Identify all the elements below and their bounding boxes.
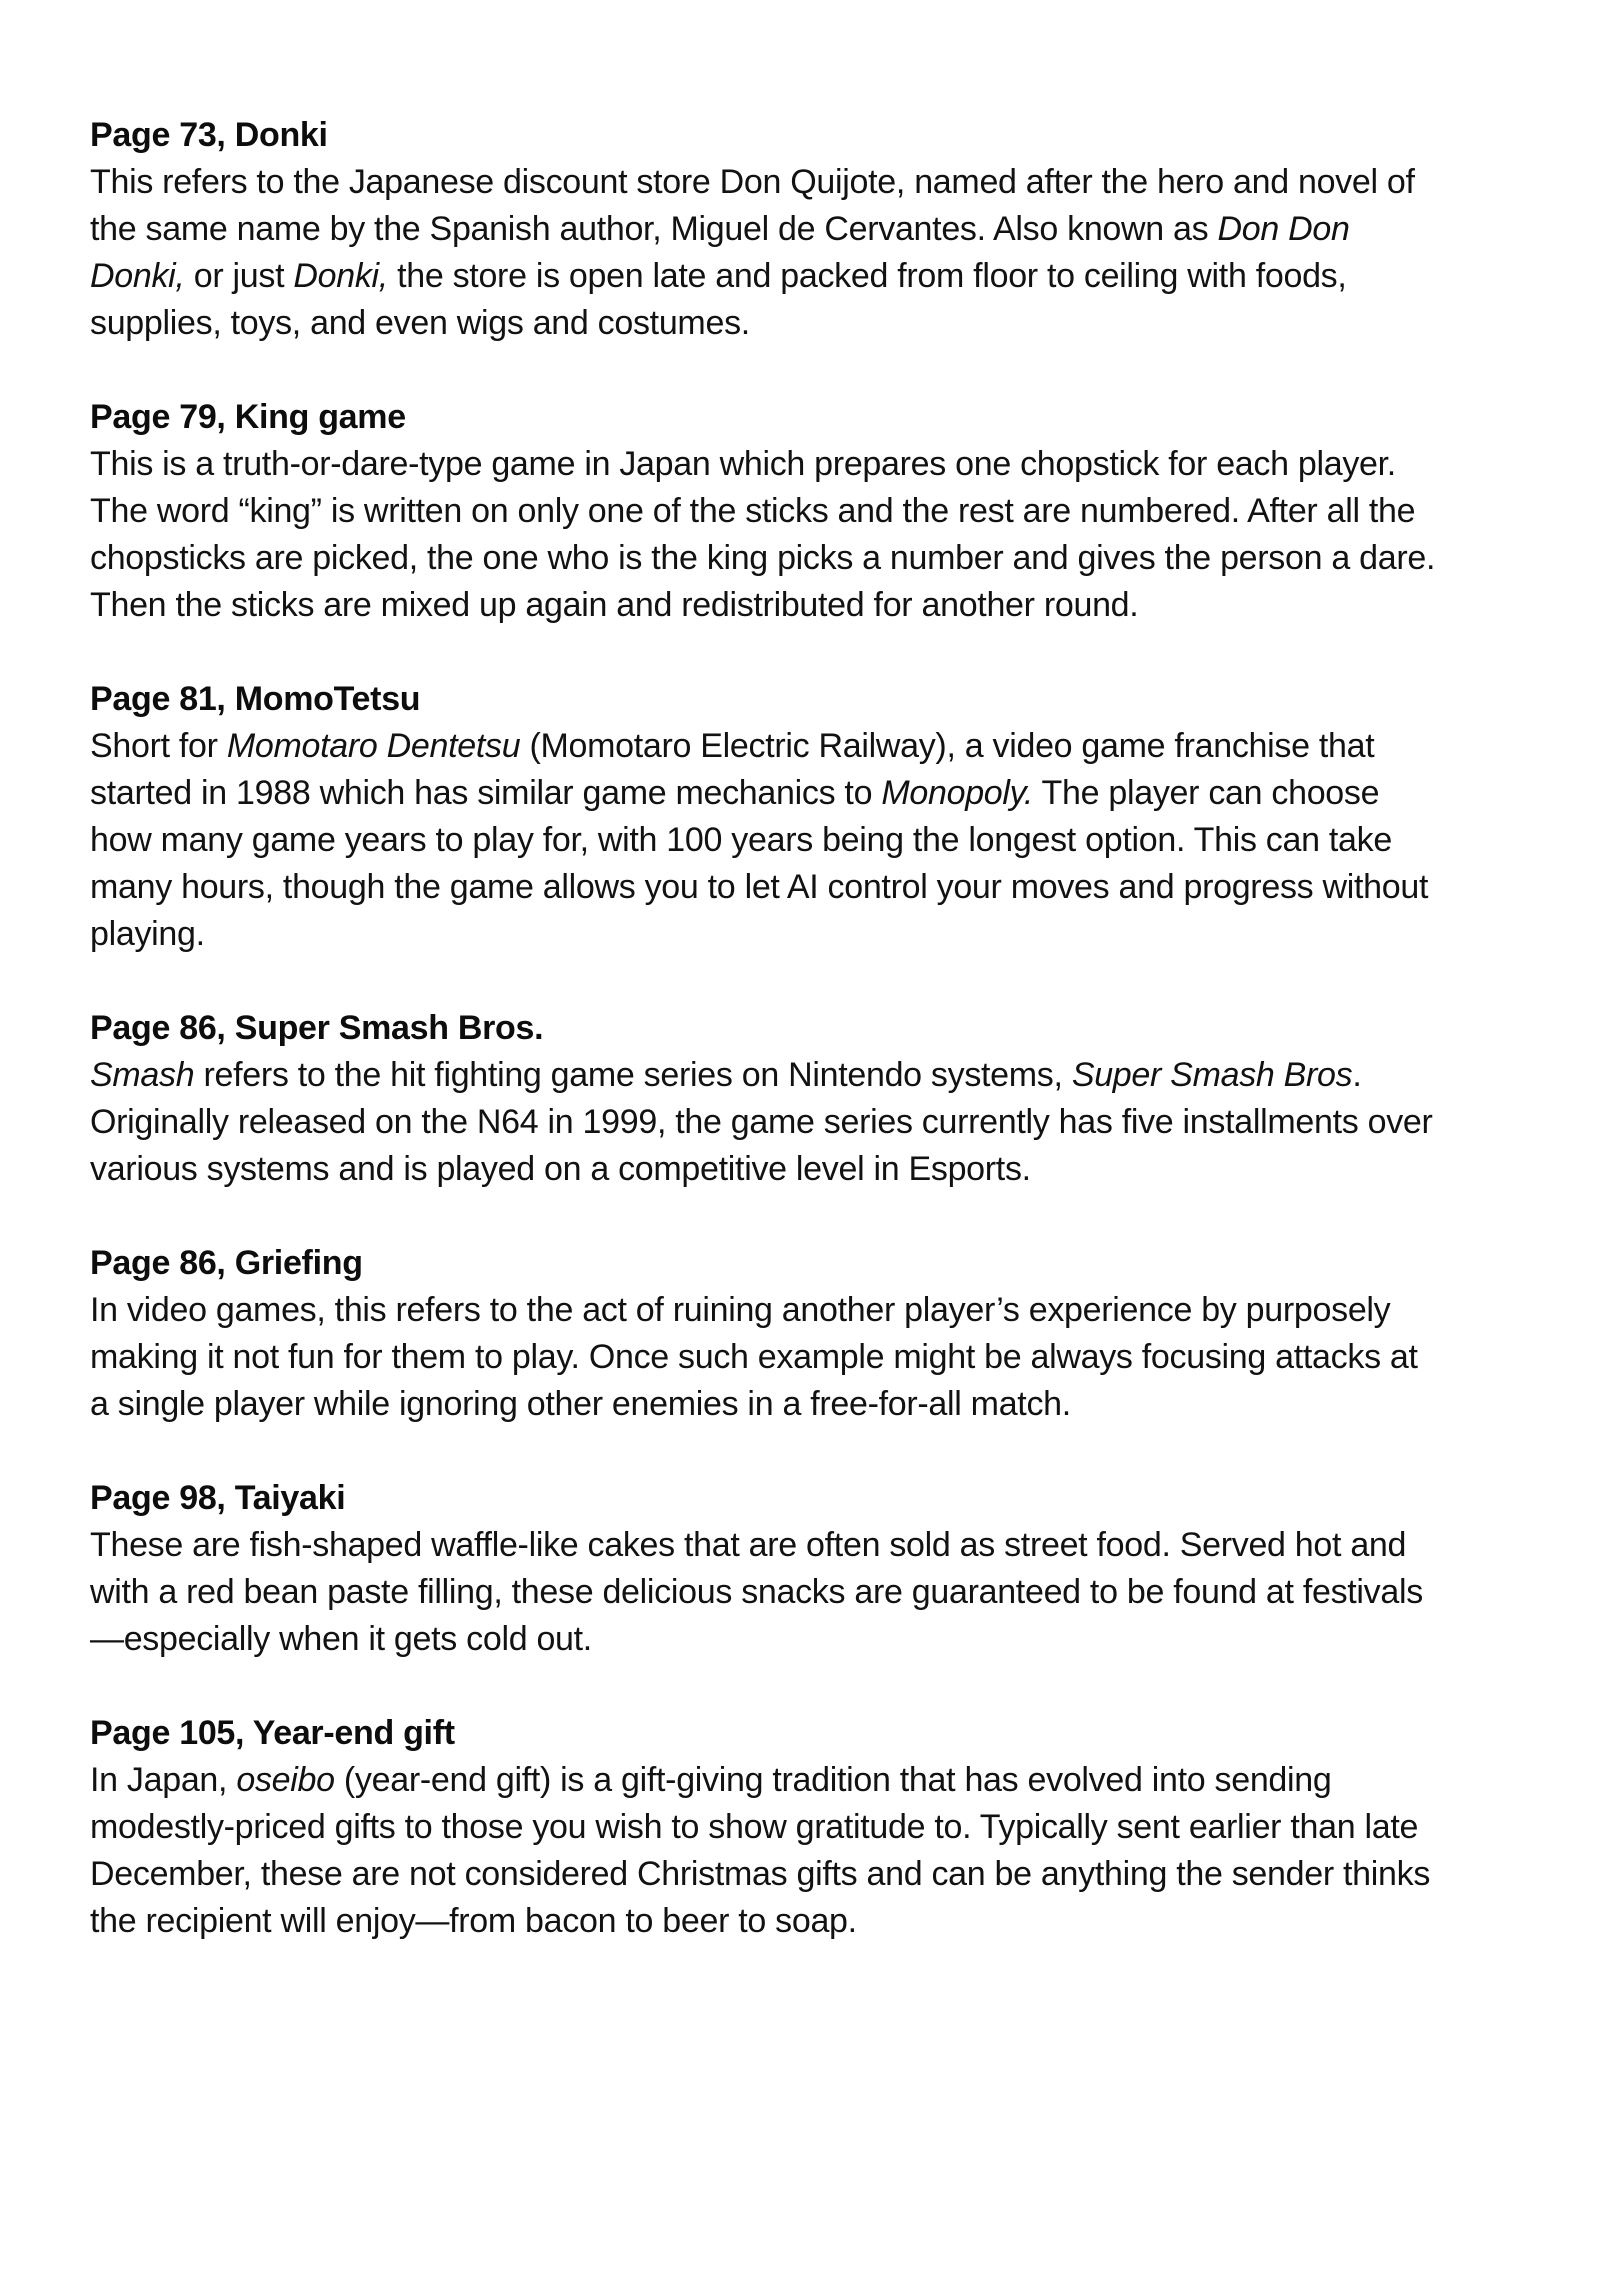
note-heading: Page 73, Donki — [90, 116, 328, 154]
text-run: Short for — [90, 727, 227, 765]
note-section — [90, 1005, 1440, 1193]
note-heading: Page 81, MomoTetsu — [90, 680, 421, 718]
note-body — [90, 1522, 1440, 1663]
text-run: the store is open late and packed from floor to ceiling with foods, supplies, toys, and even wigs and costumes. — [90, 257, 1347, 342]
note-body — [90, 723, 1440, 958]
note-section — [90, 1475, 1440, 1663]
note-body — [90, 159, 1440, 347]
note-heading: Page 98, Taiyaki — [90, 1479, 346, 1517]
italic-text-run: Smash — [90, 1056, 195, 1094]
italic-text-run: Momotaro Dentetsu — [226, 727, 521, 765]
text-run: In Japan, — [90, 1761, 237, 1799]
note-body — [90, 1287, 1440, 1428]
text-run: The player can choose how many game years to play for, with 100 years being the longest option. This can take many hours, though the game allows you to let AI control your moves and progress without playing. — [90, 774, 1429, 953]
italic-text-run: Donki, — [293, 257, 388, 295]
italic-text-run: Super Smash Bros — [1071, 1056, 1353, 1094]
text-run: refers to the hit fighting game series on Nintendo systems, — [194, 1056, 1072, 1094]
text-run: This refers to the Japanese discount store Don Quijote, named after the hero and novel of the same name by the Spanish author, Miguel de Cervantes. Also known as — [90, 163, 1415, 248]
italic-text-run: Monopoly. — [881, 774, 1033, 812]
note-heading: Page 86, Super Smash Bros. — [90, 1009, 544, 1047]
note-heading: Page 86, Griefing — [90, 1244, 363, 1282]
text-run: (year-end gift) is a gift-giving tradition that has evolved into sending modestly-priced gifts to those you wish to show gratitude to. Typically sent earlier than late December, these are not considered Christmas gifts and can be anything the sender thinks the recipient will enjoy—from bacon to beer to soap. — [90, 1761, 1431, 1940]
note-body — [90, 1757, 1440, 1945]
note-section — [90, 394, 1440, 629]
italic-text-run: Don Don Donki, — [90, 210, 1350, 295]
text-run: (Momotaro Electric Railway), a video game franchise that started in 1988 which has similar game mechanics to — [90, 727, 1375, 812]
text-run: . Originally released on the N64 in 1999, the game series currently has five installments over various systems and is played on a competitive level in Esports. — [90, 1056, 1433, 1188]
text-run: or just — [184, 257, 294, 295]
note-section — [90, 1710, 1440, 1945]
note-section — [90, 676, 1440, 958]
text-run: These are fish-shaped waffle-like cakes that are often sold as street food. Served hot and with a red bean paste filling, these delicious snacks are guaranteed to be found at festivals—especially when it gets cold out. — [90, 1526, 1423, 1658]
text-run: This is a truth-or-dare-type game in Japan which prepares one chopstick for each player. The word “king” is written on only one of the sticks and the rest are numbered. After all the chopsticks are picked, the one who is the king picks a number and gives the person a dare. Then the sticks are mixed up again and redistributed for another round. — [90, 445, 1436, 624]
note-body — [90, 1052, 1440, 1193]
italic-text-run: oseibo — [236, 1761, 335, 1799]
note-section — [90, 1240, 1440, 1428]
note-section — [90, 112, 1440, 347]
note-heading: Page 105, Year-end gift — [90, 1714, 455, 1752]
text-run: In video games, this refers to the act of ruining another player’s experience by purposely making it not fun for them to play. Once such example might be always focusing attacks at a single player while ignoring other enemies in a free-for-all match. — [90, 1291, 1418, 1423]
note-body — [90, 441, 1440, 629]
note-heading: Page 79, King game — [90, 398, 406, 436]
